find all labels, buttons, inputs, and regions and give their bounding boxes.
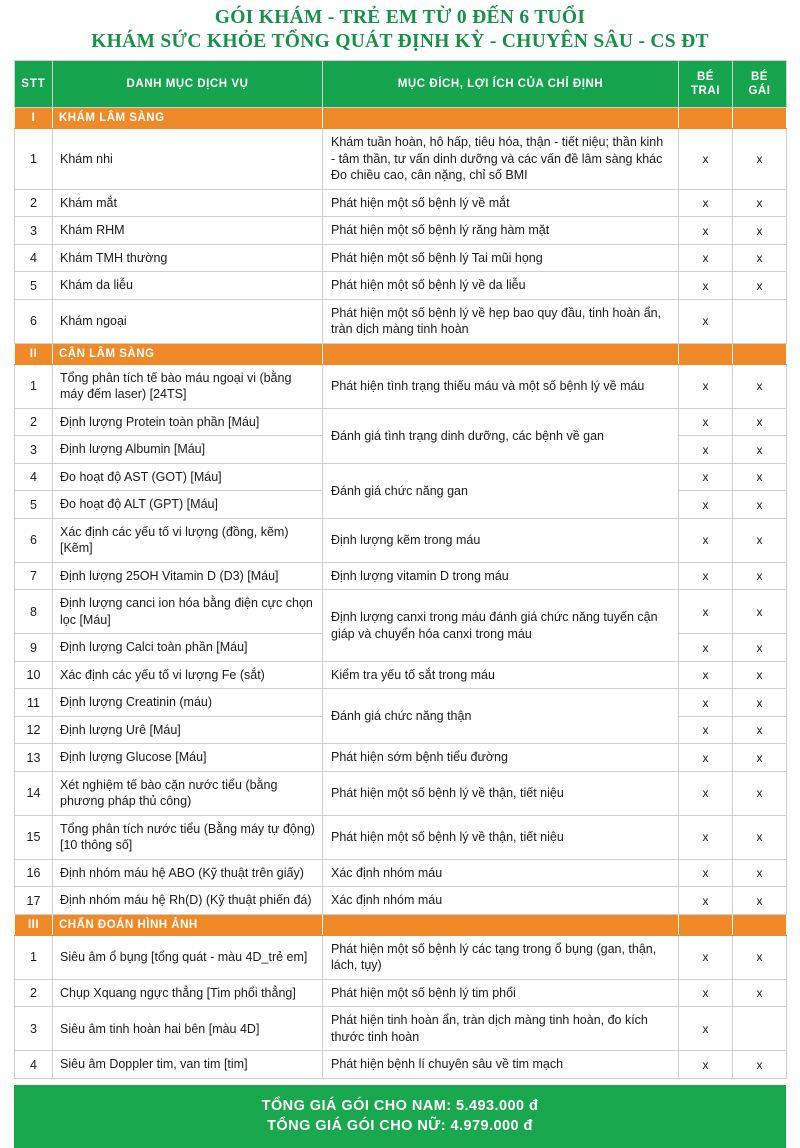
boy-mark: x xyxy=(679,129,733,190)
row-number: 4 xyxy=(15,244,53,272)
girl-mark: x xyxy=(733,217,787,245)
section-blank-boy xyxy=(679,108,733,129)
column-header-service: DANH MỤC DỊCH VỤ xyxy=(53,60,323,108)
section-blank-girl xyxy=(733,108,787,129)
service-purpose: Đánh giá tình trạng dinh dưỡng, các bệnh về gan xyxy=(323,408,679,463)
boy-mark: x xyxy=(679,408,733,436)
table-row xyxy=(15,887,787,915)
service-name: Tổng phân tích tế bào máu ngoại vi (bằng máy đếm laser) [24TS] xyxy=(53,364,323,408)
girl-mark xyxy=(733,1007,787,1051)
section-blank-purpose xyxy=(323,343,679,364)
service-name: Định lượng Albumin [Máu] xyxy=(53,436,323,464)
service-purpose: Phát hiện một số bệnh lý về mắt xyxy=(323,189,679,217)
service-purpose: Định lượng kẽm trong máu xyxy=(323,518,679,562)
table-row xyxy=(15,661,787,689)
row-number: 6 xyxy=(15,518,53,562)
girl-mark: x xyxy=(733,887,787,915)
boy-mark: x xyxy=(679,634,733,662)
service-name: Định lượng Creatinin (máu) xyxy=(53,689,323,717)
section-title: CHẨN ĐOÁN HÌNH ẢNH xyxy=(53,914,323,935)
table-row xyxy=(15,1051,787,1079)
row-number: 3 xyxy=(15,436,53,464)
service-purpose: Định lượng canxi trong máu đánh giá chức năng tuyến cận giáp và chuyển hóa canxi trong máu xyxy=(323,590,679,662)
section-numeral: I xyxy=(15,108,53,129)
boy-mark: x xyxy=(679,491,733,519)
service-name: Định lượng 25OH Vitamin D (D3) [Máu] xyxy=(53,562,323,590)
service-purpose: Phát hiện một số bệnh lý răng hàm mặt xyxy=(323,217,679,245)
boy-mark: x xyxy=(679,935,733,979)
boy-mark: x xyxy=(679,1007,733,1051)
row-number: 4 xyxy=(15,1051,53,1079)
girl-mark: x xyxy=(733,716,787,744)
section-blank-purpose xyxy=(323,914,679,935)
boy-mark: x xyxy=(679,716,733,744)
row-number: 5 xyxy=(15,272,53,300)
service-name: Định lượng Glucose [Máu] xyxy=(53,744,323,772)
girl-mark: x xyxy=(733,689,787,717)
girl-mark: x xyxy=(733,634,787,662)
service-purpose: Phát hiện tình trạng thiếu máu và một số bệnh lý về máu xyxy=(323,364,679,408)
table-row xyxy=(15,408,787,436)
boy-mark: x xyxy=(679,244,733,272)
row-number: 16 xyxy=(15,859,53,887)
service-purpose: Phát hiện sớm bệnh tiểu đường xyxy=(323,744,679,772)
services-table xyxy=(14,60,787,1079)
row-number: 1 xyxy=(15,364,53,408)
table-row xyxy=(15,562,787,590)
column-header-stt: STT xyxy=(15,60,53,108)
table-row xyxy=(15,771,787,815)
row-number: 1 xyxy=(15,129,53,190)
table-row xyxy=(15,463,787,491)
service-purpose: Kiểm tra yếu tố sắt trong máu xyxy=(323,661,679,689)
section-header-row xyxy=(15,914,787,935)
table-row xyxy=(15,244,787,272)
row-number: 3 xyxy=(15,1007,53,1051)
table-row xyxy=(15,364,787,408)
services-table-wrapper xyxy=(14,60,786,1079)
service-name: Chụp Xquang ngực thẳng [Tim phổi thẳng] xyxy=(53,979,323,1007)
column-header-girl-line1: BÉ xyxy=(750,70,769,83)
service-purpose: Phát hiện một số bệnh lý các tạng trong ổ bụng (gan, thận, lách, tụy) xyxy=(323,935,679,979)
table-row xyxy=(15,518,787,562)
row-number: 4 xyxy=(15,463,53,491)
girl-mark: x xyxy=(733,408,787,436)
boy-mark: x xyxy=(679,463,733,491)
boy-mark: x xyxy=(679,518,733,562)
row-number: 6 xyxy=(15,299,53,343)
column-header-boy-line1: BÉ xyxy=(696,70,715,83)
service-name: Xác định các yếu tố vi lượng (đồng, kẽm) [Kẽm] xyxy=(53,518,323,562)
service-name: Siêu âm Doppler tim, van tim [tim] xyxy=(53,1051,323,1079)
girl-mark: x xyxy=(733,518,787,562)
column-header-girl-line2: GÁI xyxy=(748,84,771,97)
title-line-1: GÓI KHÁM - TRẺ EM TỪ 0 ĐẾN 6 TUỔI xyxy=(214,7,586,28)
boy-mark: x xyxy=(679,272,733,300)
service-name: Định nhóm máu hệ ABO (Kỹ thuật trên giấy) xyxy=(53,859,323,887)
total-price-male: TỔNG GIÁ GÓI CHO NAM: 5.493.000 đ xyxy=(261,1097,539,1114)
row-number: 12 xyxy=(15,716,53,744)
service-purpose: Phát hiện tinh hoàn ẩn, tràn dịch màng tinh hoàn, đo kích thước tinh hoàn xyxy=(323,1007,679,1051)
service-name: Định lượng Urê [Máu] xyxy=(53,716,323,744)
row-number: 17 xyxy=(15,887,53,915)
table-header xyxy=(15,60,787,108)
column-header-purpose: MỤC ĐÍCH, LỢI ÍCH CỦA CHỈ ĐỊNH xyxy=(323,60,679,108)
service-purpose: Phát hiện một số bệnh lý về thận, tiết niệu xyxy=(323,771,679,815)
boy-mark: x xyxy=(679,661,733,689)
service-name: Khám RHM xyxy=(53,217,323,245)
service-purpose: Đánh giá chức năng gan xyxy=(323,463,679,518)
service-name: Siêu âm tinh hoàn hai bên [màu 4D] xyxy=(53,1007,323,1051)
section-header-row xyxy=(15,108,787,129)
boy-mark: x xyxy=(679,815,733,859)
table-row xyxy=(15,815,787,859)
service-name: Khám mắt xyxy=(53,189,323,217)
girl-mark: x xyxy=(733,590,787,634)
title-line-2: KHÁM SỨC KHỎE TỔNG QUÁT ĐỊNH KỲ - CHUYÊN SÂU - CS ĐT xyxy=(91,30,709,52)
service-name: Khám da liễu xyxy=(53,272,323,300)
girl-mark: x xyxy=(733,189,787,217)
boy-mark: x xyxy=(679,562,733,590)
row-number: 2 xyxy=(15,408,53,436)
table-row xyxy=(15,129,787,190)
service-name: Khám ngoại xyxy=(53,299,323,343)
boy-mark: x xyxy=(679,859,733,887)
table-row xyxy=(15,590,787,634)
girl-mark: x xyxy=(733,129,787,190)
service-name: Định lượng canci ion hóa bằng điện cực chọn lọc [Máu] xyxy=(53,590,323,634)
table-row xyxy=(15,1007,787,1051)
girl-mark: x xyxy=(733,979,787,1007)
column-header-girl xyxy=(733,60,787,108)
boy-mark: x xyxy=(679,299,733,343)
row-number: 14 xyxy=(15,771,53,815)
boy-mark: x xyxy=(679,771,733,815)
service-purpose: Phát hiện bệnh lí chuyên sâu về tim mạch xyxy=(323,1051,679,1079)
table-row xyxy=(15,272,787,300)
section-numeral: II xyxy=(15,343,53,364)
boy-mark: x xyxy=(679,590,733,634)
girl-mark: x xyxy=(733,935,787,979)
service-name: Đo hoạt độ ALT (GPT) [Máu] xyxy=(53,491,323,519)
row-number: 9 xyxy=(15,634,53,662)
girl-mark: x xyxy=(733,364,787,408)
girl-mark: x xyxy=(733,1051,787,1079)
page-title xyxy=(0,0,800,60)
section-blank-girl xyxy=(733,343,787,364)
boy-mark: x xyxy=(679,436,733,464)
table-row xyxy=(15,189,787,217)
table-header-row xyxy=(15,60,787,108)
service-name: Định lượng Protein toàn phần [Máu] xyxy=(53,408,323,436)
row-number: 8 xyxy=(15,590,53,634)
service-name: Khám nhi xyxy=(53,129,323,190)
table-row xyxy=(15,217,787,245)
boy-mark: x xyxy=(679,887,733,915)
girl-mark: x xyxy=(733,244,787,272)
service-name: Định nhóm máu hệ Rh(D) (Kỹ thuật phiến đá) xyxy=(53,887,323,915)
section-blank-boy xyxy=(679,914,733,935)
boy-mark: x xyxy=(679,189,733,217)
row-number: 11 xyxy=(15,689,53,717)
row-number: 15 xyxy=(15,815,53,859)
service-purpose: Phát hiện một số bệnh lý về hẹp bao quy đầu, tinh hoàn ẩn, tràn dịch màng tinh hoàn xyxy=(323,299,679,343)
row-number: 13 xyxy=(15,744,53,772)
service-purpose: Xác định nhóm máu xyxy=(323,859,679,887)
section-header-row xyxy=(15,343,787,364)
section-blank-purpose xyxy=(323,108,679,129)
boy-mark: x xyxy=(679,689,733,717)
girl-mark: x xyxy=(733,491,787,519)
service-name: Khám TMH thường xyxy=(53,244,323,272)
row-number: 2 xyxy=(15,189,53,217)
section-blank-boy xyxy=(679,343,733,364)
girl-mark xyxy=(733,299,787,343)
column-header-boy xyxy=(679,60,733,108)
row-number: 5 xyxy=(15,491,53,519)
service-purpose: Phát hiện một số bệnh lý về da liễu xyxy=(323,272,679,300)
service-purpose: Phát hiện một số bệnh lý tim phổi xyxy=(323,979,679,1007)
service-purpose: Phát hiện một số bệnh lý Tai mũi họng xyxy=(323,244,679,272)
table-row xyxy=(15,935,787,979)
total-price-female: TỔNG GIÁ GÓI CHO NỮ: 4.979.000 đ xyxy=(267,1117,533,1134)
section-numeral: III xyxy=(15,914,53,935)
girl-mark: x xyxy=(733,815,787,859)
girl-mark: x xyxy=(733,436,787,464)
column-header-boy-line2: TRAI xyxy=(690,84,721,97)
service-purpose: Phát hiện một số bệnh lý về thận, tiết niệu xyxy=(323,815,679,859)
girl-mark: x xyxy=(733,859,787,887)
row-number: 3 xyxy=(15,217,53,245)
boy-mark: x xyxy=(679,979,733,1007)
section-blank-girl xyxy=(733,914,787,935)
row-number: 1 xyxy=(15,935,53,979)
service-name: Định lượng Calci toàn phần [Máu] xyxy=(53,634,323,662)
section-title: CẬN LÂM SÀNG xyxy=(53,343,323,364)
service-name: Siêu âm ổ bụng [tổng quát - màu 4D_trẻ em] xyxy=(53,935,323,979)
service-purpose: Xác định nhóm máu xyxy=(323,887,679,915)
girl-mark: x xyxy=(733,771,787,815)
service-name: Xét nghiệm tế bào cặn nước tiểu (bằng phương pháp thủ công) xyxy=(53,771,323,815)
boy-mark: x xyxy=(679,364,733,408)
row-number: 7 xyxy=(15,562,53,590)
row-number: 10 xyxy=(15,661,53,689)
table-body xyxy=(15,108,787,1079)
boy-mark: x xyxy=(679,744,733,772)
service-name: Xác định các yếu tố vi lượng Fe (sắt) xyxy=(53,661,323,689)
boy-mark: x xyxy=(679,217,733,245)
table-row xyxy=(15,299,787,343)
girl-mark: x xyxy=(733,562,787,590)
service-purpose: Khám tuần hoàn, hô hấp, tiêu hóa, thận - tiết niệu; thần kinh - tâm thần, tư vấn dinh dưỡng và các vấn đề lâm sàng khác Đo chiều cao, cân nặng, chỉ số BMI xyxy=(323,129,679,190)
service-name: Tổng phân tích nước tiểu (Bằng máy tự động) [10 thông số] xyxy=(53,815,323,859)
girl-mark: x xyxy=(733,661,787,689)
row-number: 2 xyxy=(15,979,53,1007)
girl-mark: x xyxy=(733,272,787,300)
table-row xyxy=(15,689,787,717)
service-purpose: Đánh giá chức năng thận xyxy=(323,689,679,744)
total-price-footer xyxy=(14,1085,786,1148)
section-title: KHÁM LÂM SÀNG xyxy=(53,108,323,129)
service-purpose: Định lượng vitamin D trong máu xyxy=(323,562,679,590)
boy-mark: x xyxy=(679,1051,733,1079)
table-row xyxy=(15,979,787,1007)
table-row xyxy=(15,859,787,887)
service-name: Đo hoạt độ AST (GOT) [Máu] xyxy=(53,463,323,491)
girl-mark: x xyxy=(733,744,787,772)
table-row xyxy=(15,744,787,772)
girl-mark: x xyxy=(733,463,787,491)
